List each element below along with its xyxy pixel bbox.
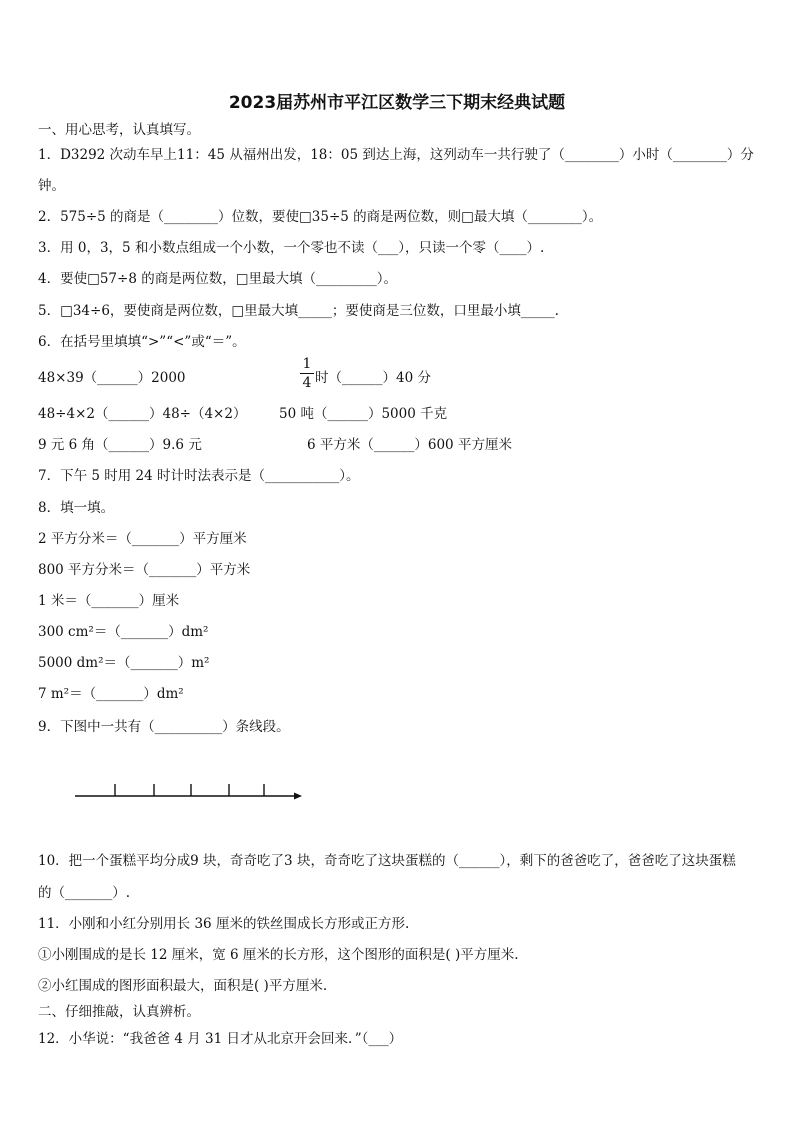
question-6: 6．在括号里填填“>”“<”或“＝”。: [38, 334, 246, 350]
question-8: 8．填一填。: [38, 500, 115, 516]
question-9: 9．下图中一共有（__________）条线段。: [38, 719, 290, 735]
fill-2: 800 平方分米＝（_______）平方米: [38, 562, 251, 578]
compare-2b: 50 吨（______）5000 千克: [279, 406, 448, 422]
question-1-cont: 钟。: [38, 178, 65, 194]
question-3: 3．用 0，3，5 和小数点组成一个小数，一个零也不读（___），只读一个零（____）.: [38, 240, 545, 256]
fill-1: 2 平方分米＝（_______）平方厘米: [38, 531, 247, 547]
line-segment-figure: [70, 780, 310, 804]
question-2: 2．575÷5 的商是（________）位数，要使□35÷5 的商是两位数，则□最大填（________）。: [38, 209, 603, 225]
question-5: 5．□34÷6，要使商是两位数，□里最大填_____；要使商是三位数，口里最小填_____.: [38, 303, 559, 319]
fill-5: 5000 dm²＝（_______）m²: [38, 655, 210, 671]
fill-3: 1 米＝（_______）厘米: [38, 593, 180, 609]
question-10: 10．把一个蛋糕平均分成9 块，奇奇吃了3 块，奇奇吃了这块蛋糕的（______），剩下的爸爸吃了，爸爸吃了这块蛋糕: [38, 853, 736, 869]
compare-1a: 48×39（______）2000: [38, 370, 186, 386]
fraction-one-quarter: [300, 356, 314, 391]
question-1: 1．D3292 次动车早上11：45 从福州出发，18：05 到达上海，这列动车一共行驶了（________）小时（________）分: [38, 147, 754, 163]
page-title: 2023届苏州市平江区数学三下期末经典试题: [228, 93, 566, 113]
question-12: 12．小华说：“我爸爸 4 月 31 日才从北京开会回来．”（___）: [38, 1031, 403, 1047]
question-4: 4．要使□57÷8 的商是两位数，□里最大填（_________）。: [38, 271, 397, 287]
question-11: 11．小刚和小红分别用长 36 厘米的铁丝围成长方形或正方形.: [38, 916, 410, 932]
compare-1b: 时（______）40 分: [315, 370, 431, 386]
question-7: 7．下午 5 时用 24 时计时法表示是（___________）。: [38, 468, 360, 484]
section-heading-1: 一、用心思考，认真填写。: [38, 122, 200, 138]
question-11-part-2: ②小红围成的图形面积最大，面积是( )平方厘米.: [38, 978, 328, 994]
fill-6: 7 m²＝（_______）dm²: [38, 686, 184, 702]
compare-3b: 6 平方米（______）600 平方厘米: [307, 437, 512, 453]
question-10-cont: 的（_______）.: [38, 885, 131, 901]
section-heading-2: 二、仔细推敲，认真辨析。: [38, 1004, 200, 1020]
fraction-denominator: 4: [302, 375, 312, 391]
fraction-numerator: 1: [302, 356, 312, 372]
fill-4: 300 cm²＝（_______）dm²: [38, 624, 209, 640]
compare-2a: 48÷4×2（______）48÷（4×2）: [38, 406, 247, 422]
question-11-part-1: ①小刚围成的是长 12 厘米，宽 6 厘米的长方形，这个图形的面积是( )平方厘米.: [38, 947, 519, 963]
compare-3a: 9 元 6 角（______）9.6 元: [38, 437, 202, 453]
